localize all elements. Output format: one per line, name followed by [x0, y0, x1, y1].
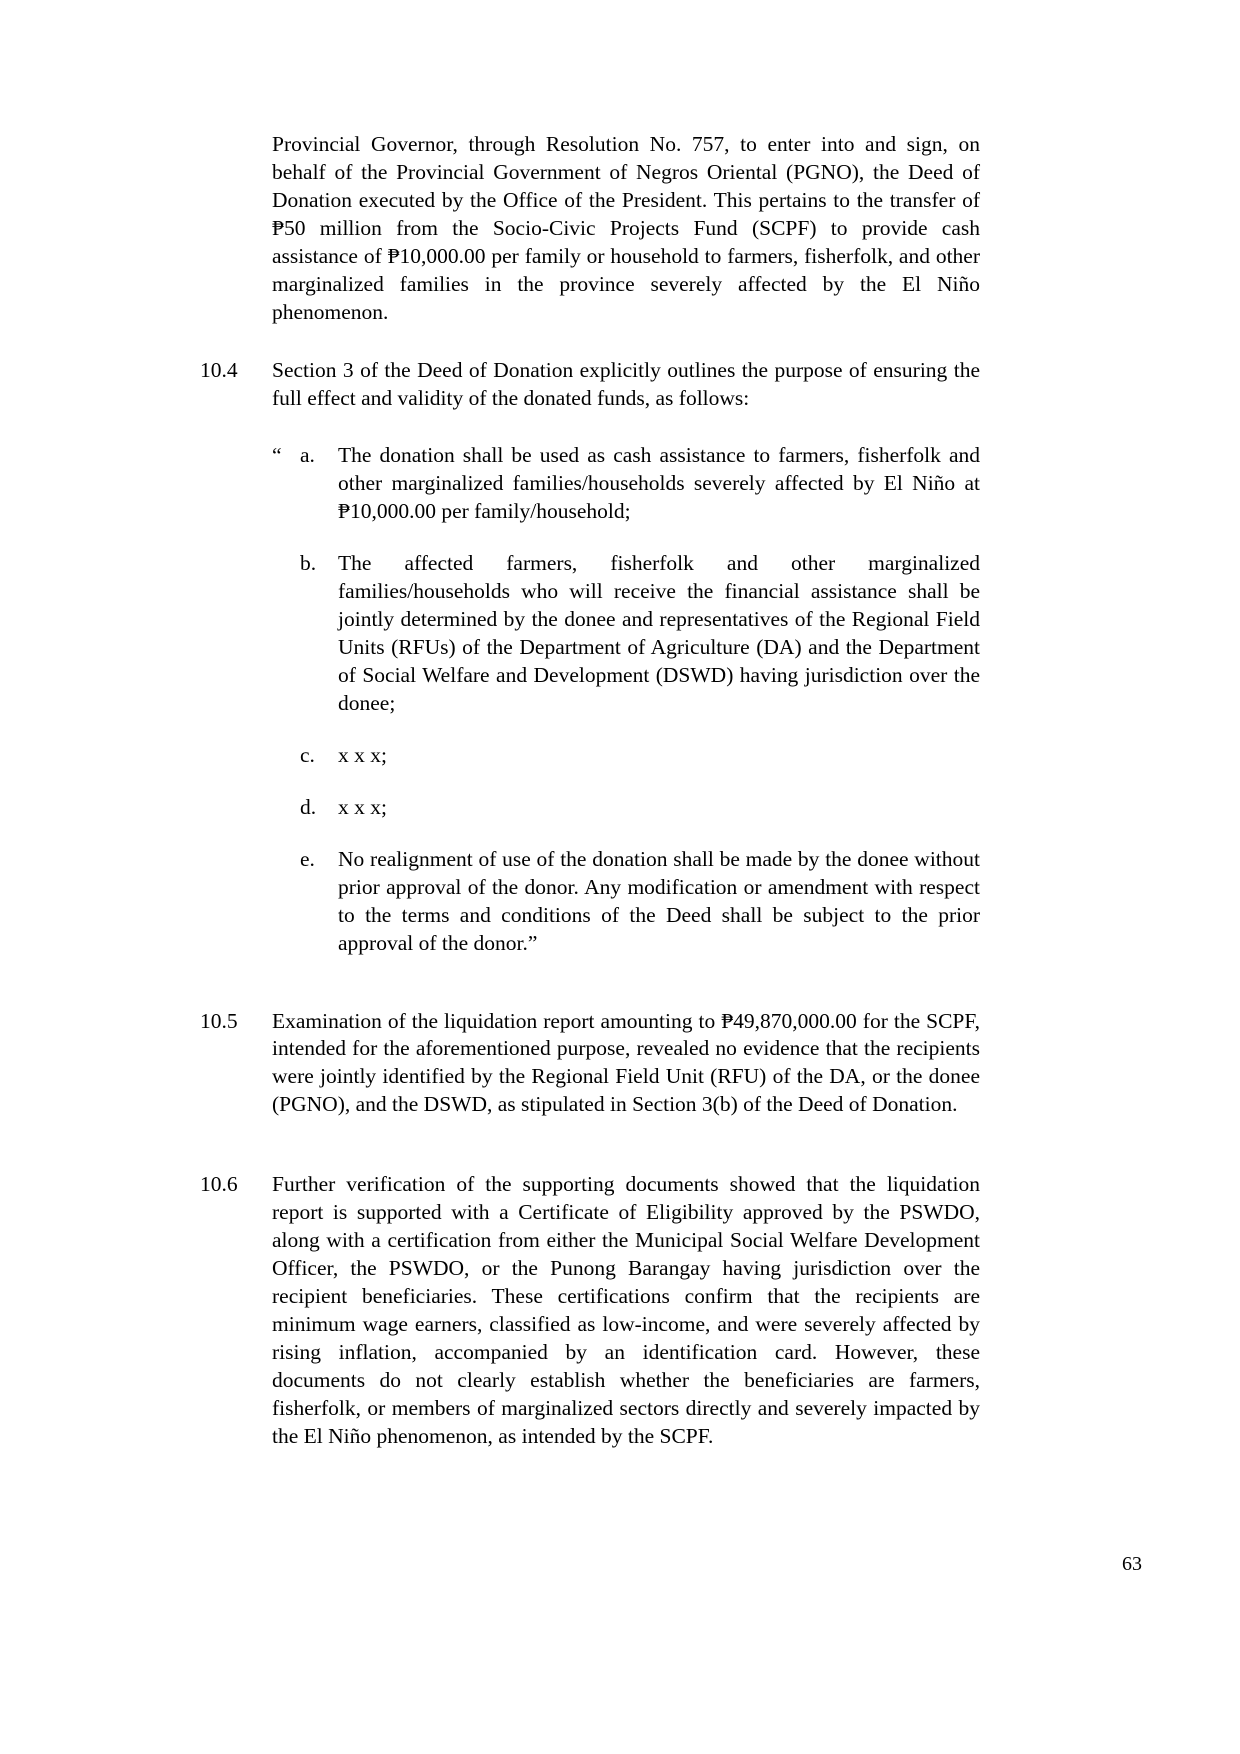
page-number: 63 — [1122, 1553, 1142, 1575]
list-item-text: x x x; — [338, 794, 387, 819]
list-item — [272, 442, 980, 526]
page-content — [200, 131, 980, 1477]
list-item-text: The donation shall be used as cash assistance to farmers, fisherfolk and other marginalized families/households severely affected by El Niño at ₱10,000.00 per family/household; — [338, 443, 980, 524]
list-item — [272, 550, 980, 718]
quoted-provision-list — [272, 442, 980, 957]
open-quote-mark: “ — [272, 443, 282, 468]
section-text: Further verification of the supporting documents showed that the liquidation report is supported with a Certificate of Eligibility approved by the PSWDO, along with a certification from either the Municipal Social Welfare Development Officer, the PSWDO, or the Punong Barangay having jurisdiction over the recipient beneficiaries. These certifications confirm that the recipients are minimum wage earners, classified as low-income, and were severely affected by rising inflation, accompanied by an identification card. However, these documents do not clearly establish whether the beneficiaries are farmers, fisherfolk, or members of marginalized sectors directly and severely impacted by the El Niño phenomenon, as intended by the SCPF. — [272, 1172, 980, 1448]
section-10-5 — [200, 1008, 980, 1120]
section-text: Examination of the liquidation report amounting to ₱49,870,000.00 for the SCPF, intended for the aforementioned purpose, revealed no evidence that the recipients were jointly identified by the Regional Field Unit (RFU) of the DA, or the donee (PGNO), and the DSWD, as stipulated in Section 3(b) of the Deed of Donation. — [272, 1008, 980, 1117]
list-item-letter: b. — [300, 551, 317, 576]
section-number: 10.5 — [200, 1008, 238, 1033]
indent-spacer — [272, 794, 300, 822]
list-item-letter: c. — [300, 742, 315, 767]
list-item — [272, 846, 980, 958]
continued-paragraph: Provincial Governor, through Resolution No. 757, to enter into and sign, on behalf of the Provincial Government of Negros Oriental (PGNO), the Deed of Donation executed by the Office of the President. This pertains to the transfer of ₱50 million from the Socio-Civic Projects Fund (SCPF) to provide cash assistance of ₱10,000.00 per family or household to farmers, fisherfolk, and other marginalized families in the province severely affected by the El Niño phenomenon. — [272, 132, 980, 324]
list-item — [272, 742, 980, 770]
section-spacer — [200, 982, 980, 1008]
list-item-text: No realignment of use of the donation shall be made by the donee without prior approval of the donor. Any modification or amendment with respect to the terms and conditions of the Deed shall be subject to the prior approval of the donor.” — [338, 846, 980, 955]
indent-spacer — [272, 550, 300, 718]
section-spacer — [200, 1145, 980, 1171]
list-item-text: x x x; — [338, 742, 387, 767]
list-item-letter: d. — [300, 794, 317, 819]
section-10-4 — [200, 357, 980, 413]
list-item-letter: e. — [300, 846, 315, 871]
section-10-6 — [200, 1171, 980, 1450]
section-number: 10.6 — [200, 1172, 238, 1197]
section-text: Section 3 of the Deed of Donation explicitly outlines the purpose of ensuring the full effect and validity of the donated funds, as follows: — [272, 357, 980, 410]
indent-spacer — [272, 846, 300, 958]
indent-spacer — [272, 742, 300, 770]
list-item-letter: a. — [300, 443, 315, 468]
list-item-text: The affected farmers, fisherfolk and other marginalized families/households who will receive the financial assistance shall be jointly determined by the donee and representatives of the Regional Field Units (RFUs) of the Department of Agriculture (DA) and the Department of Social Welfare and Development (DSWD) having jurisdiction over the donee; — [338, 551, 980, 715]
list-item — [272, 794, 980, 822]
section-number: 10.4 — [200, 357, 238, 382]
